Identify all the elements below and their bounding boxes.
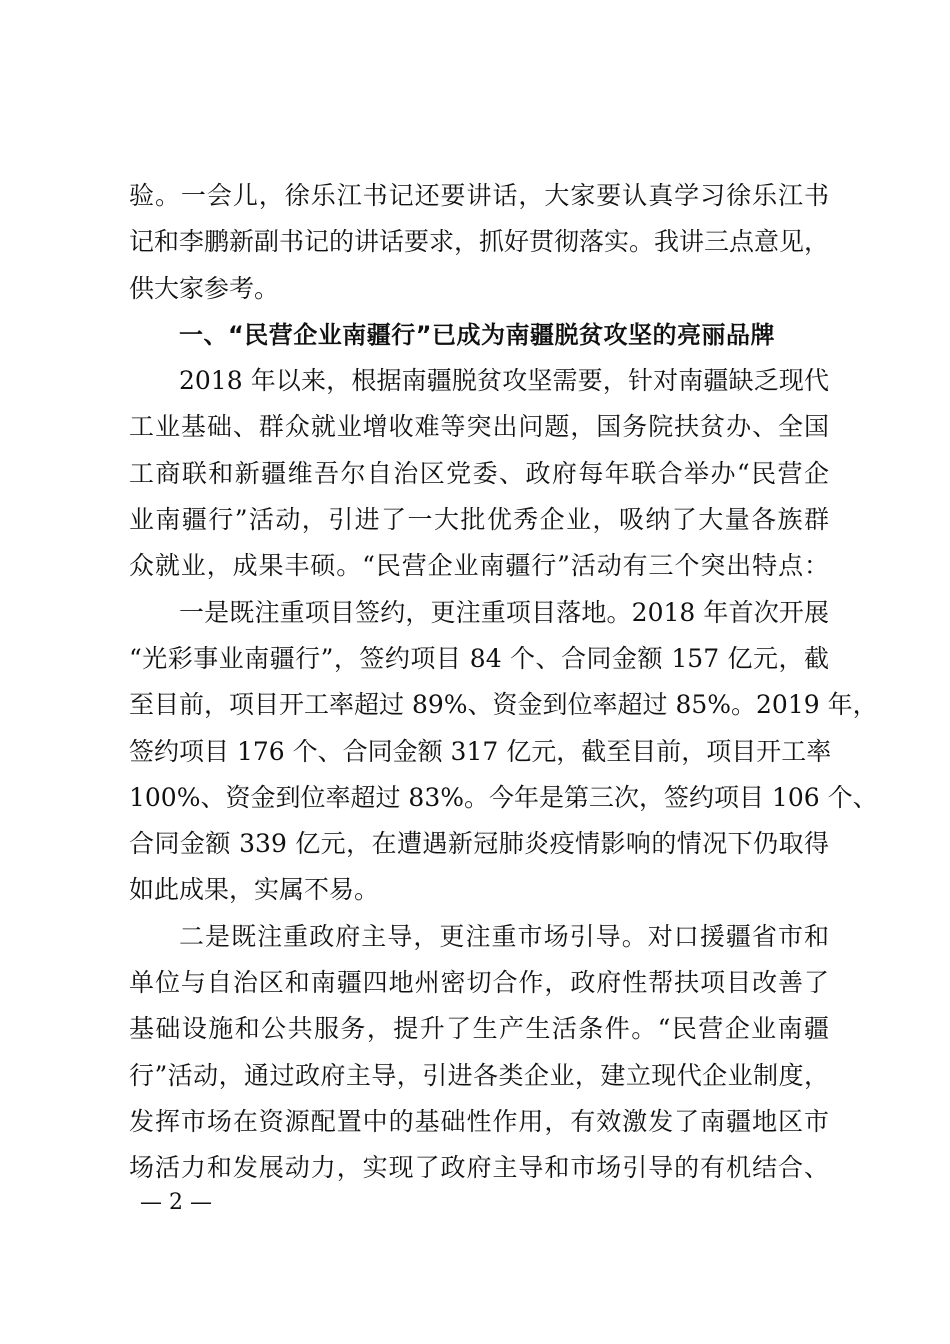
text-line-21: 发挥市场在资源配置中的基础性作用，有效激发了南疆地区市 (129, 1106, 829, 1136)
text-line-20: 行”活动，通过政府主导，引进各类企业，建立现代企业制度， (129, 1060, 829, 1090)
body-text (129, 173, 878, 1192)
text-line-22: 场活力和发展动力，实现了政府主导和市场引导的有机结合、 (129, 1153, 829, 1183)
text-line-17: 二是既注重政府主导，更注重市场引导。对口援疆省市和 (179, 921, 829, 951)
section-heading: 一、“民营企业南疆行”已成为南疆脱贫攻坚的亮丽品牌 (179, 320, 776, 349)
text-line-9: 众就业，成果丰硕。“民营企业南疆行”活动有三个突出特点： (129, 551, 829, 581)
text-line-15: 合同金额 339 亿元，在遭遇新冠肺炎疫情影响的情况下仍取得 (129, 829, 829, 859)
text-line-8: 业南疆行”活动，引进了一大批优秀企业，吸纳了大量各族群 (129, 505, 829, 535)
page-number: — 2 — (140, 1190, 212, 1215)
text-line-5: 2018 年以来，根据南疆脱贫攻坚需要，针对南疆缺乏现代 (179, 366, 829, 396)
text-line-7: 工商联和新疆维吾尔自治区党委、政府每年联合举办“民营企 (129, 458, 829, 488)
text-line-2: 记和李鹏新副书记的讲话要求，抓好贯彻落实。我讲三点意见， (129, 227, 830, 257)
text-line-11: “光彩事业南疆行”，签约项目 84 个、合同金额 157 亿元，截 (129, 643, 829, 673)
text-line-10: 一是既注重项目签约，更注重项目落地。2018 年首次开展 (179, 597, 829, 627)
text-line-18: 单位与自治区和南疆四地州密切合作，政府性帮扶项目改善了 (129, 968, 829, 998)
text-line-14: 100%、资金到位率超过 83%。今年是第三次，签约项目 106 个、 (129, 782, 878, 812)
text-line-12: 至目前，项目开工率超过 89%、资金到位率超过 85%。2019 年， (129, 690, 878, 720)
text-line-16: 如此成果，实属不易。 (129, 875, 380, 905)
text-line-6: 工业基础、群众就业增收难等突出问题，国务院扶贫办、全国 (129, 412, 829, 442)
text-line-3: 供大家参考。 (129, 273, 280, 303)
text-line-19: 基础设施和公共服务，提升了生产生活条件。“民营企业南疆 (129, 1014, 829, 1044)
text-line-13: 签约项目 176 个、合同金额 317 亿元，截至目前，项目开工率 (129, 736, 832, 766)
text-line-1: 验。一会儿，徐乐江书记还要讲话，大家要认真学习徐乐江书 (129, 181, 829, 210)
